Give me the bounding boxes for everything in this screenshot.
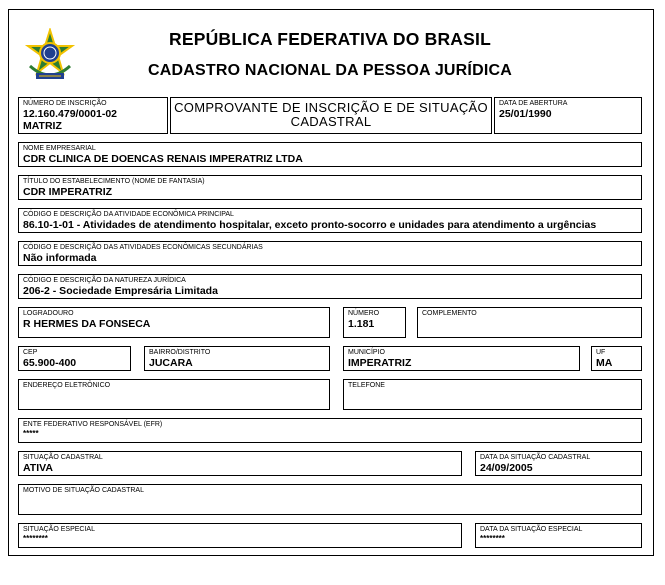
situacao-especial-box: [18, 523, 462, 548]
titulo-estabelecimento-box: [18, 175, 642, 200]
municipio-value: IMPERATRIZ: [348, 357, 412, 369]
document-title: COMPROVANTE DE INSCRIÇÃO E DE SITUAÇÃO CADASTRAL: [170, 97, 492, 134]
data-situacao-especial-value: ********: [480, 534, 505, 543]
bairro-label: BAIRRO/DISTRITO: [149, 349, 211, 356]
titulo-estabelecimento-value: CDR IMPERATRIZ: [23, 186, 113, 198]
data-situacao-value: 24/09/2005: [480, 462, 533, 474]
matriz-value: MATRIZ: [23, 120, 62, 132]
cep-value: 65.900-400: [23, 357, 77, 369]
municipio-label: MUNICÍPIO: [348, 349, 385, 356]
data-abertura-label: DATA DE ABERTURA: [499, 100, 568, 107]
uf-box: [591, 346, 642, 371]
natureza-juridica-label: CÓDIGO E DESCRIÇÃO DA NATUREZA JURÍDICA: [23, 277, 186, 284]
email-box: [18, 379, 330, 410]
numero-label: NÚMERO: [348, 310, 380, 317]
complemento-label: COMPLEMENTO: [422, 310, 477, 317]
uf-value: MA: [596, 357, 613, 369]
efr-box: [18, 418, 642, 443]
numero-box: [343, 307, 406, 338]
situacao-especial-value: ********: [23, 534, 48, 543]
logradouro-box: [18, 307, 330, 338]
motivo-box: [18, 484, 642, 515]
telefone-label: TELEFONE: [348, 382, 385, 389]
atividade-principal-box: [18, 208, 642, 233]
data-situacao-especial-box: [475, 523, 642, 548]
data-abertura-box: [494, 97, 642, 134]
atividades-secundarias-label: CÓDIGO E DESCRIÇÃO DAS ATIVIDADES ECONÔMICAS SECUNDÁRIAS: [23, 244, 263, 251]
numero-inscricao-label: NÚMERO DE INSCRIÇÃO: [23, 100, 107, 107]
motivo-label: MOTIVO DE SITUAÇÃO CADASTRAL: [23, 487, 144, 494]
atividades-secundarias-box: [18, 241, 642, 266]
municipio-box: [343, 346, 580, 371]
data-situacao-box: [475, 451, 642, 476]
nome-empresarial-box: [18, 142, 642, 167]
atividades-secundarias-value: Não informada: [23, 252, 97, 264]
situacao-especial-label: SITUAÇÃO ESPECIAL: [23, 526, 95, 533]
natureza-juridica-value: 206-2 - Sociedade Empresária Limitada: [23, 285, 218, 297]
telefone-box: [343, 379, 642, 410]
page-title: REPÚBLICA FEDERATIVA DO BRASIL: [169, 29, 491, 49]
data-abertura-value: 25/01/1990: [499, 108, 552, 120]
bairro-value: JUCARA: [149, 357, 193, 369]
situacao-value: ATIVA: [23, 462, 53, 474]
numero-inscricao-box: [18, 97, 168, 134]
numero-value: 1.181: [348, 318, 375, 330]
natureza-juridica-box: [18, 274, 642, 299]
uf-label: UF: [596, 349, 606, 356]
situacao-box: [18, 451, 462, 476]
complemento-box: [417, 307, 642, 338]
data-situacao-especial-label: DATA DA SITUAÇÃO ESPECIAL: [480, 526, 583, 533]
data-situacao-label: DATA DA SITUAÇÃO CADASTRAL: [480, 454, 591, 461]
nome-empresarial-label: NOME EMPRESARIAL: [23, 145, 96, 152]
titulo-estabelecimento-label: TÍTULO DO ESTABELECIMENTO (NOME DE FANTASIA): [23, 178, 205, 185]
nome-empresarial-value: CDR CLINICA DE DOENCAS RENAIS IMPERATRIZ LTDA: [23, 153, 303, 165]
logradouro-label: LOGRADOURO: [23, 310, 74, 317]
logradouro-value: R HERMES DA FONSECA: [23, 318, 151, 330]
email-label: ENDEREÇO ELETRÔNICO: [23, 382, 111, 389]
page-subtitle: CADASTRO NACIONAL DA PESSOA JURÍDICA: [148, 62, 512, 79]
cep-box: [18, 346, 131, 371]
atividade-principal-label: CÓDIGO E DESCRIÇÃO DA ATIVIDADE ECONÔMICA PRINCIPAL: [23, 211, 234, 218]
situacao-label: SITUAÇÃO CADASTRAL: [23, 454, 103, 461]
bairro-box: [144, 346, 330, 371]
efr-value: *****: [23, 429, 39, 438]
atividade-principal-value: 86.10-1-01 - Atividades de atendimento hospitalar, exceto pronto-socorro e unidades para atendimento a urgências: [23, 219, 597, 231]
cep-label: CEP: [23, 349, 38, 356]
brazil-coat-of-arms-icon: [24, 28, 76, 84]
efr-label: ENTE FEDERATIVO RESPONSÁVEL (EFR): [23, 421, 163, 428]
numero-inscricao-value: 12.160.479/0001-02: [23, 108, 118, 120]
